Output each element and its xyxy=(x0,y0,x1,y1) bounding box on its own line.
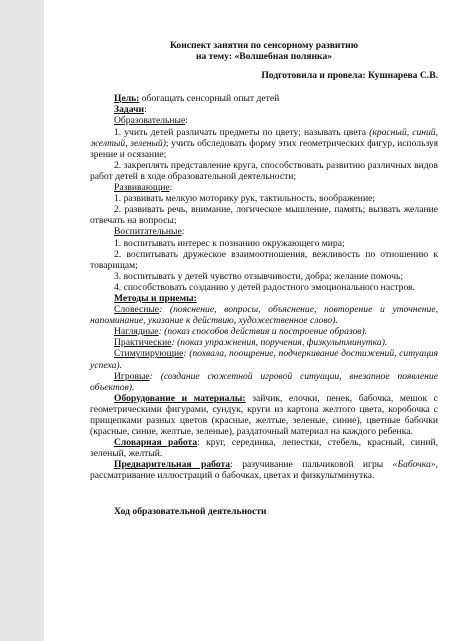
edu-item-1-colors: (красный, синий, желтый, зеленый) xyxy=(90,126,438,149)
goal-label: Цель: xyxy=(114,93,140,105)
title-line-2: на тему: «Волшебная полянка» xyxy=(195,51,333,63)
title-line-1: Конспект занятия по сенсорному развитию xyxy=(169,40,359,51)
course-heading: Ход образовательной деятельности xyxy=(114,505,267,517)
methods-stim-text: : (похвала, поощрение, подчеркивание достижений, ситуация успеха). xyxy=(90,348,438,371)
upb-item-1: 1. воспитывать интерес к познанию окружающего мира; xyxy=(114,237,345,249)
prelim-text-a: : разучивание пальчиковой игры xyxy=(230,459,393,471)
dev-heading xyxy=(90,182,438,193)
prelim-text-b: «Бабочка» xyxy=(392,459,436,471)
tasks-label: Задачи xyxy=(114,104,145,116)
upb-item-4: 4. способствовать созданию у детей радостного эмоционального настроя. xyxy=(114,281,415,293)
author-line: Подготовила и провела: Кушнарева С.В. xyxy=(261,70,438,82)
methods-stim xyxy=(90,348,438,370)
spacer xyxy=(90,482,438,506)
edu-label: Образовательные xyxy=(114,115,186,127)
equipment-paragraph xyxy=(90,393,438,437)
edu-item-2: 2. закреплять представление круга, способствовать развитию различных видов работ детей в ходе образовательной деятельности; xyxy=(90,159,438,182)
vocab-text: : круг, серединка, лепестки, стебель, красный, синий, зеленый, желтый. xyxy=(90,437,438,460)
tasks-heading xyxy=(90,104,438,115)
methods-visual-label: Наглядные xyxy=(114,326,159,338)
methods-visual xyxy=(90,326,438,337)
methods-label: Методы и приемы: xyxy=(114,292,197,304)
vocab-label: Словарная работа xyxy=(114,437,198,449)
methods-stim-label: Стимулирующие xyxy=(114,348,184,360)
methods-practical xyxy=(90,337,438,348)
methods-visual-text: : (показ способов действия и построение образов). xyxy=(158,326,368,338)
dev-colon: : xyxy=(169,182,173,194)
prelim-label: Предварительная работа xyxy=(114,459,231,471)
methods-game-text: : (создание сюжетной игровой ситуации, внезапное появление объектов). xyxy=(90,370,438,393)
upb-label: Воспитательные xyxy=(114,226,182,238)
goal-paragraph xyxy=(90,93,438,104)
edu-colon: : xyxy=(185,115,188,127)
goal-text: обогащать сенсорный опыт детей xyxy=(139,93,280,105)
dev-item-1: 1. развивать мелкую моторику рук, тактильность, воображение; xyxy=(114,193,375,205)
methods-practical-label: Практические xyxy=(114,337,172,349)
equipment-text: зайчик, елочки, пенек, бабочка, мешок с геометрическими фигурами, сундук, круги из картона желтого цвета, коробочка с прищепками разных цветов (красные, желтые, зеленые, синие), цветные бабочки (красные, синие, желтые, зеленые), раздаточный материал на каждого ребенка. xyxy=(90,392,438,438)
document-page xyxy=(44,0,453,641)
prelim-paragraph xyxy=(90,459,438,481)
vocab-paragraph xyxy=(90,437,438,459)
dev-label: Развивающие xyxy=(114,182,170,194)
upb-item-2: 2. воспитывать дружеское взаимоотношения, вежливость по отношению к товарищам; xyxy=(90,248,438,271)
edu-item-1-text-c: ; учить обследовать форму этих геометрических фигур, используя зрение и осязание; xyxy=(90,137,439,160)
methods-practical-text: : (показ упражнения, поручения, физкультминутка). xyxy=(171,337,388,349)
methods-game-label: Игровые xyxy=(114,370,150,382)
edu-heading xyxy=(90,115,438,126)
equipment-label: Оборудование и материалы: xyxy=(114,392,246,404)
upb-colon: : xyxy=(181,226,185,238)
methods-verbal xyxy=(90,304,438,326)
edu-item-1 xyxy=(90,127,438,160)
upb-heading xyxy=(90,226,438,237)
prelim-text-c: , рассматривание иллюстраций о бабочках, цветах и физкультминутка. xyxy=(90,459,438,482)
tasks-colon: : xyxy=(144,104,147,116)
document-content xyxy=(90,40,438,517)
methods-verbal-text: : (пояснение, вопросы, объяснение, повторение и уточнение, напоминание, указание к действию, художественное слово). xyxy=(90,304,438,327)
upb-item-3: 3. воспитывать у детей чувство отзывчивости, добра; желание помочь; xyxy=(114,270,404,282)
dev-item-2: 2. развивать речь, внимание, логическое мышление, память; вызвать желание отвечать на вопросы; xyxy=(90,204,438,227)
methods-game xyxy=(90,371,438,393)
methods-heading xyxy=(90,293,438,304)
methods-verbal-label: Словесные xyxy=(114,304,160,316)
edu-item-1-text-a: 1. учить детей различать предметы по цвету; называть цвета xyxy=(114,126,370,138)
